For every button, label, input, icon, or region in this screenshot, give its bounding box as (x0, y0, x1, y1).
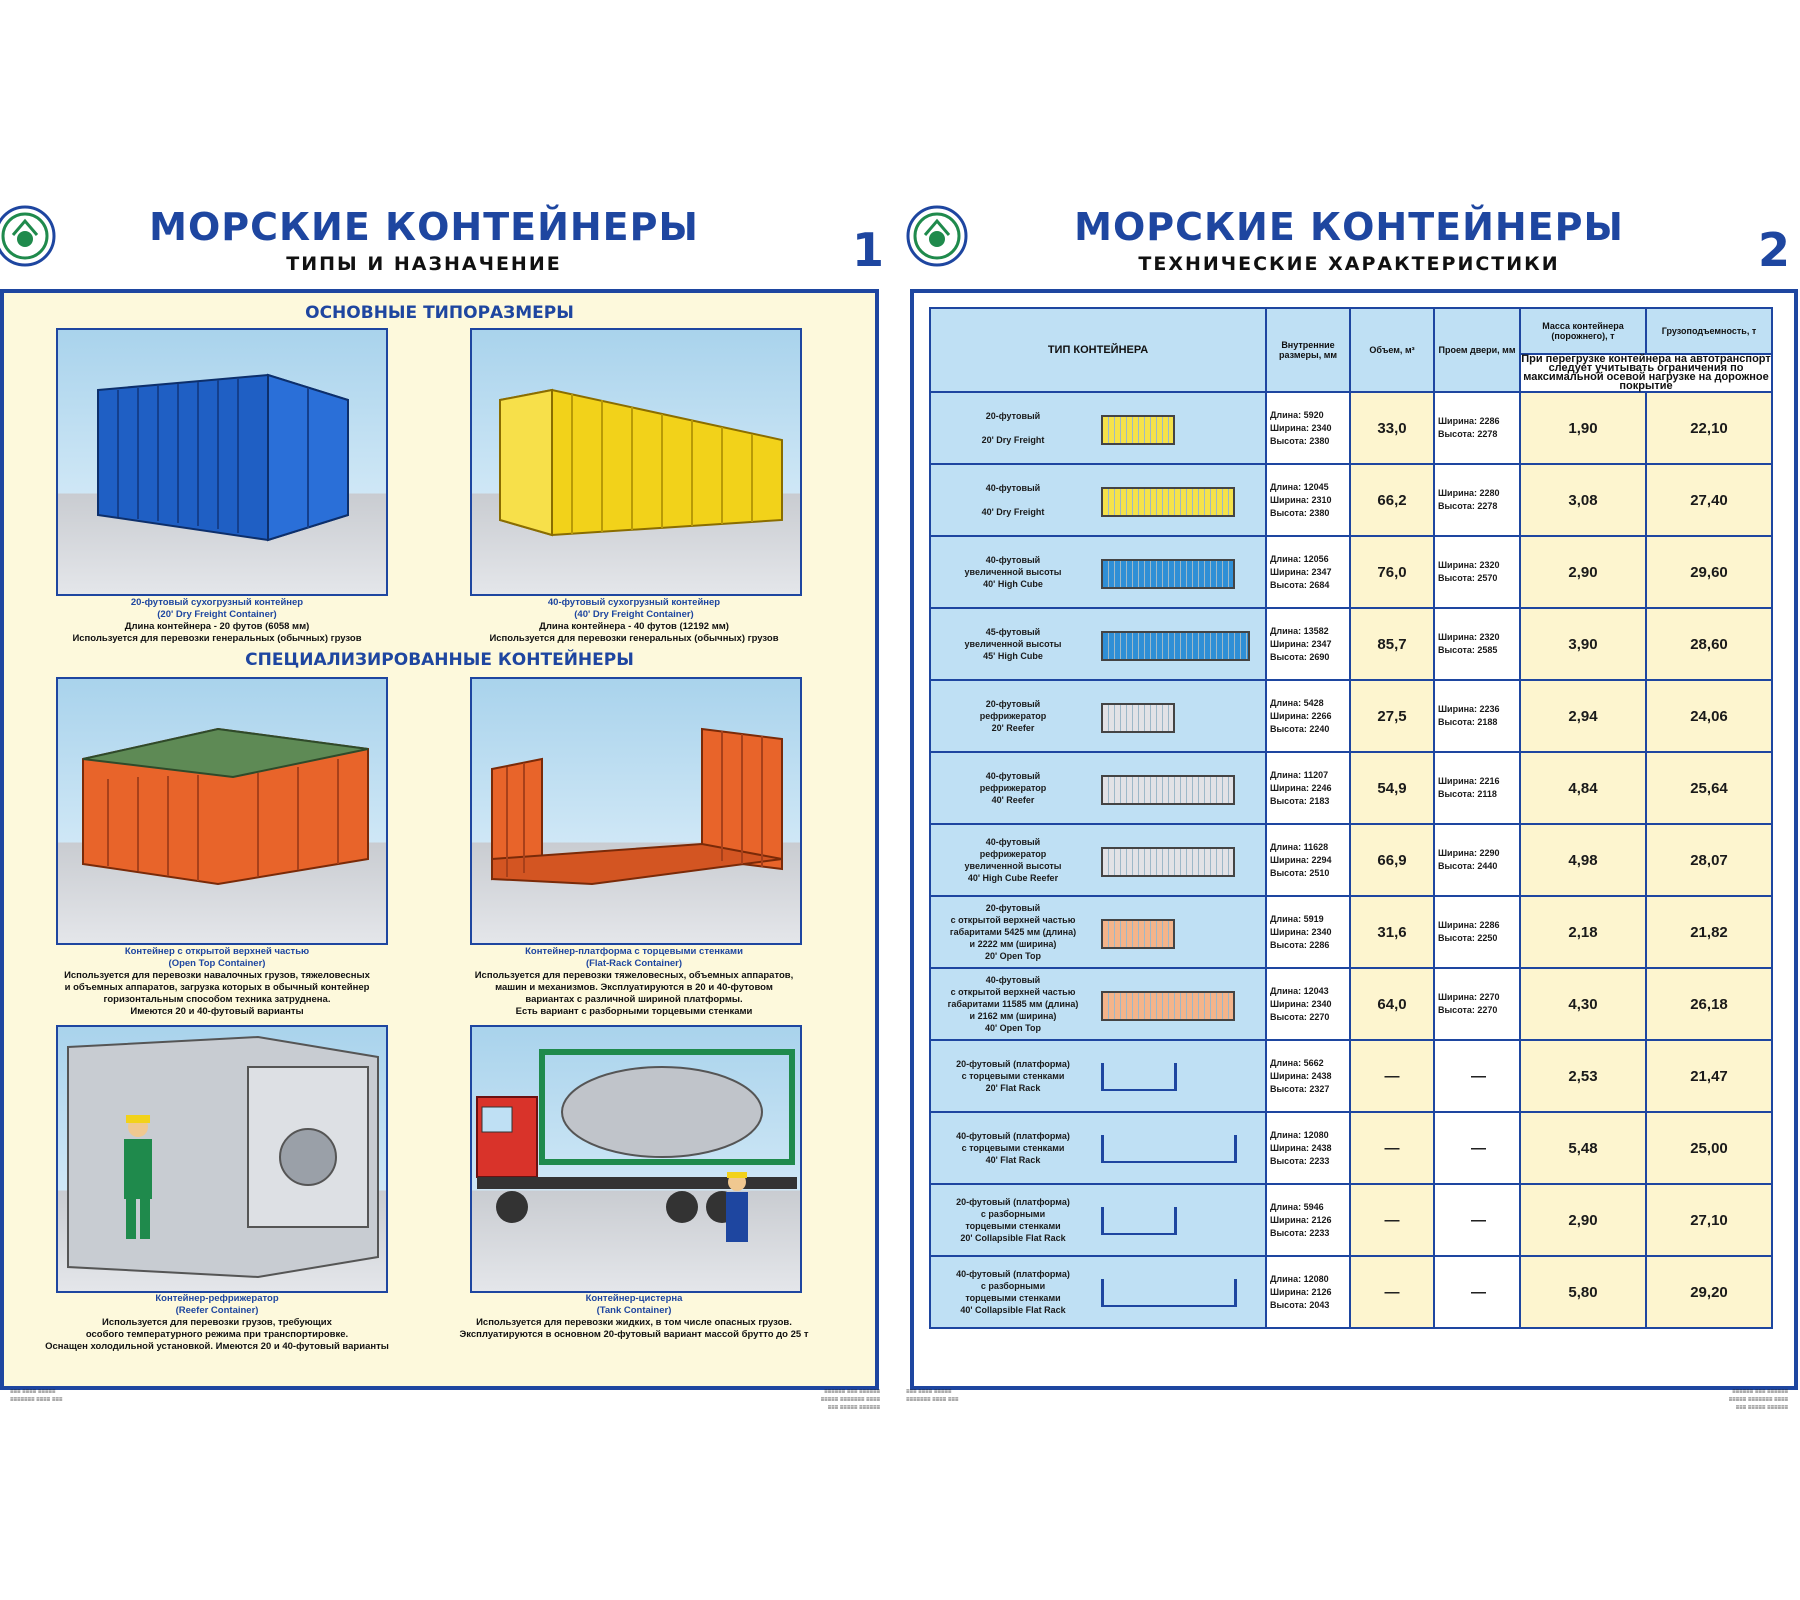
cell-door (1434, 896, 1520, 968)
cell-volume: 66,9 (1350, 824, 1434, 896)
cell-dims (1266, 752, 1350, 824)
spec-row (930, 680, 1772, 752)
card-caption (429, 597, 839, 645)
dim-line: Длина: 12056 (1270, 553, 1329, 564)
container-type-name: 20-футовый 20' Dry Freight (981, 411, 1045, 445)
poster-footer-left: ≡≡≡ ≡≡≡≡ ≡≡≡≡≡ ≡≡≡≡≡≡≡ ≡≡≡≡ ≡≡≡ (10, 1389, 63, 1403)
card-caption (429, 946, 839, 1018)
cell-volume: — (1350, 1040, 1434, 1112)
spec-row (930, 1112, 1772, 1184)
spec-row (930, 752, 1772, 824)
card-caption (12, 1293, 422, 1353)
dim-line: Длина: 13582 (1270, 625, 1329, 636)
cell-volume: 64,0 (1350, 968, 1434, 1040)
card-flat-rack (470, 677, 802, 945)
poster-number: 1 (852, 223, 885, 277)
cell-mass: 5,80 (1520, 1256, 1646, 1328)
header-type: ТИП КОНТЕЙНЕРА (930, 308, 1266, 392)
dim-line: Ширина: 2340 (1270, 998, 1332, 1009)
cell-dims (1266, 1184, 1350, 1256)
cell-door (1434, 1184, 1520, 1256)
door-line: Высота: 2278 (1438, 429, 1498, 439)
card-reefer (56, 1025, 388, 1293)
container-20ft-illustration (58, 330, 386, 594)
poster-frame (0, 289, 879, 1390)
spec-row (930, 608, 1772, 680)
door-line: Высота: 2250 (1438, 933, 1498, 943)
spec-row (930, 896, 1772, 968)
header-note: При перегрузке контейнера на автотранспорт следует учитывать ограничения по максимальной осевой нагрузке на дорожное покрытие (1521, 353, 1771, 392)
cell-volume: 33,0 (1350, 392, 1434, 464)
cell-capacity: 28,07 (1646, 824, 1772, 896)
container-reefer-illustration (58, 1027, 386, 1291)
section-main-title: ОСНОВНЫЕ ТИПОРАЗМЕРЫ (305, 303, 574, 323)
dim-line: Высота: 2286 (1270, 939, 1330, 950)
cell-type (930, 896, 1266, 968)
spec-row (930, 1256, 1772, 1328)
cell-capacity: 25,00 (1646, 1112, 1772, 1184)
poster-subtitle: ТЕХНИЧЕСКИЕ ХАРАКТЕРИСТИКИ (1138, 253, 1560, 275)
poster-subtitle: ТИПЫ И НАЗНАЧЕНИЕ (286, 253, 562, 275)
card-tank (470, 1025, 802, 1293)
cell-mass: 3,90 (1520, 608, 1646, 680)
card-caption (12, 597, 422, 645)
container-icon (1101, 703, 1175, 733)
dim-line: Высота: 2240 (1270, 723, 1330, 734)
dim-line: Ширина: 2340 (1270, 926, 1332, 937)
cell-dims (1266, 608, 1350, 680)
card-name: 40-футовый сухогрузный контейнер (40' Dry Freight Container) (547, 597, 721, 620)
header-door: Проем двери, мм (1434, 308, 1520, 392)
flat-rack-container-icon (1101, 1207, 1177, 1235)
container-type-name: 45-футовый увеличенной высоты 45' High Cube (964, 627, 1062, 661)
door-line: Высота: 2270 (1438, 1005, 1498, 1015)
container-type-name: 40-футовый рефрижератор увеличенной высоты 40' High Cube Reefer (964, 837, 1062, 883)
cell-capacity: 28,60 (1646, 608, 1772, 680)
cell-capacity: 22,10 (1646, 392, 1772, 464)
card-description: Длина контейнера - 20 футов (6058 мм) Используется для перевозки генеральных (обычных) грузов (72, 621, 362, 644)
cell-capacity: 21,82 (1646, 896, 1772, 968)
card-description: Используется для перевозки навалочных грузов, тяжеловесных и объемных аппаратов, загрузка которых в обычный контейнер горизонтальным способом техника затруднена. Имеются 20 и 40-футовый варианты (64, 970, 370, 1017)
cell-volume: — (1350, 1112, 1434, 1184)
dim-line: Высота: 2690 (1270, 651, 1330, 662)
dim-line: Длина: 12043 (1270, 985, 1329, 996)
card-name: Контейнер-платформа с торцевыми стенками (Flat-Rack Container) (525, 946, 743, 969)
door-line: Высота: 2188 (1438, 717, 1498, 727)
dim-line: Ширина: 2438 (1270, 1142, 1332, 1153)
cell-type (930, 752, 1266, 824)
door-line: Ширина: 2270 (1438, 992, 1500, 1002)
cell-door (1434, 392, 1520, 464)
door-line: Ширина: 2320 (1438, 632, 1500, 642)
door-line: — (1471, 1211, 1486, 1229)
worker-icon (726, 1172, 748, 1242)
cell-dims (1266, 1040, 1350, 1112)
dim-line: Длина: 5920 (1270, 409, 1324, 420)
dim-line: Высота: 2270 (1270, 1011, 1330, 1022)
cell-mass: 5,48 (1520, 1112, 1646, 1184)
card-name: Контейнер с открытой верхней частью (Open Top Container) (124, 946, 310, 969)
dim-line: Ширина: 2347 (1270, 638, 1332, 649)
cell-mass: 2,18 (1520, 896, 1646, 968)
poster-number: 2 (1758, 223, 1791, 277)
cell-dims (1266, 536, 1350, 608)
door-line: Высота: 2118 (1438, 789, 1497, 799)
cell-mass: 4,30 (1520, 968, 1646, 1040)
container-icon (1101, 919, 1175, 949)
container-type-name: 40-футовый 40' Dry Freight (981, 483, 1045, 517)
cell-volume: 54,9 (1350, 752, 1434, 824)
cell-type (930, 536, 1266, 608)
card-description: Используется для перевозки грузов, требующих особого температурного режима при транспортировке. Оснащен холодильной установкой. Имеются 20 и 40-футовый варианты (45, 1317, 389, 1352)
cell-capacity: 27,40 (1646, 464, 1772, 536)
cell-capacity: 25,64 (1646, 752, 1772, 824)
poster-specs (898, 193, 1800, 1415)
container-type-name: 40-футовый с открытой верхней частью габаритами 11585 мм (длина) и 2162 мм (ширина) 40' Open Top (947, 975, 1079, 1033)
cell-capacity: 26,18 (1646, 968, 1772, 1040)
header-dims: Внутренние размеры, мм (1266, 308, 1350, 392)
cell-type (930, 1184, 1266, 1256)
cell-mass: 1,90 (1520, 392, 1646, 464)
container-type-name: 40-футовый увеличенной высоты 40' High Cube (964, 555, 1062, 589)
cell-mass: 4,98 (1520, 824, 1646, 896)
spec-row (930, 392, 1772, 464)
card-20ft-dry (56, 328, 388, 596)
dim-line: Высота: 2327 (1270, 1083, 1330, 1094)
cell-volume: 31,6 (1350, 896, 1434, 968)
cell-type (930, 968, 1266, 1040)
container-type-name: 20-футовый (платформа) с разборными торцевыми стенками 20' Collapsible Flat Rack (956, 1197, 1070, 1243)
container-icon (1101, 991, 1235, 1021)
dim-line: Длина: 12080 (1270, 1273, 1329, 1284)
door-line: Ширина: 2236 (1438, 704, 1500, 714)
dim-line: Высота: 2510 (1270, 867, 1330, 878)
dim-line: Ширина: 2294 (1270, 854, 1332, 865)
cell-capacity: 27,10 (1646, 1184, 1772, 1256)
cell-mass: 2,90 (1520, 1184, 1646, 1256)
cell-door (1434, 608, 1520, 680)
dim-line: Длина: 5428 (1270, 697, 1324, 708)
cell-dims (1266, 824, 1350, 896)
container-flat-rack-illustration (472, 679, 800, 943)
container-type-name: 40-футовый (платформа) с разборными торцевыми стенками 40' Collapsible Flat Rack (956, 1269, 1070, 1315)
cell-door (1434, 464, 1520, 536)
cell-door (1434, 1112, 1520, 1184)
cell-door (1434, 824, 1520, 896)
door-line: Ширина: 2216 (1438, 776, 1500, 786)
cell-mass: 2,53 (1520, 1040, 1646, 1112)
card-caption (12, 946, 422, 1018)
dim-line: Ширина: 2246 (1270, 782, 1332, 793)
spec-row (930, 1040, 1772, 1112)
container-type-name: 40-футовый (платформа) с торцевыми стенками 40' Flat Rack (956, 1131, 1070, 1165)
door-line: Высота: 2585 (1438, 645, 1498, 655)
cell-capacity: 21,47 (1646, 1040, 1772, 1112)
poster-footer-left: ≡≡≡ ≡≡≡≡ ≡≡≡≡≡ ≡≡≡≡≡≡≡ ≡≡≡≡ ≡≡≡ (906, 1389, 959, 1403)
container-type-name: 40-футовый рефрижератор 40' Reefer (979, 771, 1047, 805)
cell-dims (1266, 464, 1350, 536)
cell-type (930, 1256, 1266, 1328)
container-icon (1101, 631, 1250, 661)
cell-capacity: 29,60 (1646, 536, 1772, 608)
container-tank-illustration (472, 1027, 800, 1291)
container-type-name: 20-футовый с открытой верхней частью габаритами 5425 мм (длина) и 2222 мм (ширина) 20' Open Top (949, 903, 1077, 961)
spec-row (930, 1184, 1772, 1256)
header-capacity: Грузоподъемность, т (1646, 308, 1772, 354)
card-open-top (56, 677, 388, 945)
door-line: Ширина: 2290 (1438, 848, 1500, 858)
dim-line: Ширина: 2126 (1270, 1214, 1332, 1225)
container-icon (1101, 847, 1235, 877)
dim-line: Высота: 2043 (1270, 1299, 1330, 1310)
cell-dims (1266, 1112, 1350, 1184)
cell-door (1434, 680, 1520, 752)
dim-line: Ширина: 2438 (1270, 1070, 1332, 1081)
cell-type (930, 1112, 1266, 1184)
card-caption (429, 1293, 839, 1341)
dim-line: Высота: 2183 (1270, 795, 1330, 806)
dim-line: Длина: 5919 (1270, 913, 1324, 924)
cell-volume: 27,5 (1350, 680, 1434, 752)
card-40ft-dry (470, 328, 802, 596)
dim-line: Длина: 5662 (1270, 1057, 1324, 1068)
cell-door (1434, 1256, 1520, 1328)
door-line: Ширина: 2320 (1438, 560, 1500, 570)
dim-line: Длина: 11207 (1270, 769, 1329, 780)
dim-line: Ширина: 2126 (1270, 1286, 1332, 1297)
cell-mass: 3,08 (1520, 464, 1646, 536)
cell-volume: 85,7 (1350, 608, 1434, 680)
dim-line: Высота: 2233 (1270, 1155, 1330, 1166)
header-volume: Объем, м³ (1350, 308, 1434, 392)
cell-door (1434, 536, 1520, 608)
poster-frame (910, 289, 1798, 1390)
cell-volume: 66,2 (1350, 464, 1434, 536)
container-icon (1101, 415, 1175, 445)
spec-row (930, 536, 1772, 608)
cell-mass: 2,94 (1520, 680, 1646, 752)
cell-dims (1266, 896, 1350, 968)
dim-line: Высота: 2233 (1270, 1227, 1330, 1238)
cell-volume: 76,0 (1350, 536, 1434, 608)
card-name: Контейнер-рефрижератор (Reefer Container) (155, 1293, 279, 1316)
card-name: 20-футовый сухогрузный контейнер (20' Dry Freight Container) (130, 597, 304, 620)
cell-type (930, 464, 1266, 536)
cell-volume: — (1350, 1256, 1434, 1328)
spec-table (929, 307, 1773, 1329)
cell-dims (1266, 1256, 1350, 1328)
door-line: Ширина: 2286 (1438, 920, 1500, 930)
cell-type (930, 608, 1266, 680)
header-mass: Масса контейнера (порожнего), т (1520, 308, 1646, 354)
spec-row (930, 968, 1772, 1040)
cell-dims (1266, 968, 1350, 1040)
cell-type (930, 392, 1266, 464)
card-description: Используется для перевозки тяжеловесных, объемных аппаратов, машин и механизмов. Эксплуатируются в 20 и 40-футовом вариантах с различной шириной платформы. Есть вариант с разборными торцевыми стенками (474, 970, 794, 1017)
door-line: — (1471, 1139, 1486, 1157)
cell-capacity: 29,20 (1646, 1256, 1772, 1328)
dim-line: Ширина: 2340 (1270, 422, 1332, 433)
container-open-top-illustration (58, 679, 386, 943)
container-icon (1101, 775, 1235, 805)
dim-line: Длина: 5946 (1270, 1201, 1324, 1212)
dim-line: Длина: 11628 (1270, 841, 1329, 852)
cell-dims (1266, 680, 1350, 752)
poster-footer-right: ≡≡≡≡≡≡ ≡≡≡ ≡≡≡≡≡≡ ≡≡≡≡≡ ≡≡≡≡≡≡≡ ≡≡≡≡ ≡≡≡ ≡≡≡≡≡ ≡≡≡≡≡≡ (820, 1389, 880, 1411)
dim-line: Длина: 12045 (1270, 481, 1329, 492)
door-line: — (1471, 1283, 1486, 1301)
card-description: Длина контейнера - 40 футов (12192 мм) Используется для перевозки генеральных (обычных) грузов (489, 621, 779, 644)
container-40ft-illustration (472, 330, 800, 594)
dim-line: Высота: 2684 (1270, 579, 1330, 590)
dim-line: Ширина: 2266 (1270, 710, 1332, 721)
cell-door (1434, 752, 1520, 824)
flat-rack-container-icon (1101, 1279, 1237, 1307)
container-icon (1101, 487, 1235, 517)
cell-volume: — (1350, 1184, 1434, 1256)
cell-door (1434, 968, 1520, 1040)
dim-line: Высота: 2380 (1270, 507, 1330, 518)
container-icon (1101, 559, 1235, 589)
cell-mass: 4,84 (1520, 752, 1646, 824)
cell-type (930, 824, 1266, 896)
door-line: Высота: 2440 (1438, 861, 1498, 871)
dim-line: Ширина: 2310 (1270, 494, 1332, 505)
dim-line: Ширина: 2347 (1270, 566, 1332, 577)
door-line: — (1471, 1067, 1486, 1085)
spec-row (930, 464, 1772, 536)
door-line: Высота: 2278 (1438, 501, 1498, 511)
spec-row (930, 824, 1772, 896)
dim-line: Длина: 12080 (1270, 1129, 1329, 1140)
cell-mass: 2,90 (1520, 536, 1646, 608)
dim-line: Высота: 2380 (1270, 435, 1330, 446)
cell-capacity: 24,06 (1646, 680, 1772, 752)
container-type-name: 20-футовый рефрижератор 20' Reefer (979, 699, 1047, 733)
door-line: Ширина: 2286 (1438, 416, 1500, 426)
flat-rack-container-icon (1101, 1135, 1237, 1163)
cell-type (930, 1040, 1266, 1112)
poster-title: МОРСКИЕ КОНТЕЙНЕРЫ (1074, 205, 1624, 249)
poster-title: МОРСКИЕ КОНТЕЙНЕРЫ (149, 205, 699, 249)
door-line: Ширина: 2280 (1438, 488, 1500, 498)
cell-door (1434, 1040, 1520, 1112)
container-type-name: 20-футовый (платформа) с торцевыми стенками 20' Flat Rack (956, 1059, 1070, 1093)
section-special-title: СПЕЦИАЛИЗИРОВАННЫЕ КОНТЕЙНЕРЫ (245, 650, 634, 670)
cell-dims (1266, 392, 1350, 464)
card-name: Контейнер-цистерна (Tank Container) (585, 1293, 683, 1316)
card-description: Используется для перевозки жидких, в том числе опасных грузов. Эксплуатируются в основном 20-футовый вариант массой брутто до 25 т (459, 1317, 809, 1340)
cell-type (930, 680, 1266, 752)
poster-types (0, 193, 888, 1415)
flat-rack-container-icon (1101, 1063, 1177, 1091)
poster-footer-right: ≡≡≡≡≡≡ ≡≡≡ ≡≡≡≡≡≡ ≡≡≡≡≡ ≡≡≡≡≡≡≡ ≡≡≡≡ ≡≡≡ ≡≡≡≡≡ ≡≡≡≡≡≡ (1728, 1389, 1788, 1411)
door-line: Высота: 2570 (1438, 573, 1498, 583)
